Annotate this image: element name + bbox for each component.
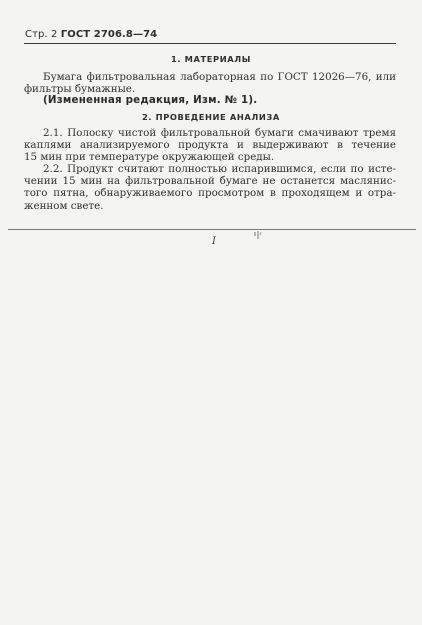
- clause-2-2-line-1: 2.2. Продукт считают полностью испарившимся, если по исте-: [43, 163, 396, 175]
- materials-line-2: фильтры бумажные.: [24, 83, 136, 96]
- header-rule: [24, 43, 396, 44]
- clause-2-2-line-4: женном свете.: [24, 199, 104, 212]
- amendment-note: (Измененная редакция, Изм. № 1).: [43, 94, 258, 106]
- materials-paragraph: [24, 71, 396, 95]
- section-title-analysis: 2. ПРОВЕДЕНИЕ АНАЛИЗА: [142, 112, 280, 122]
- clause-2-1-line-3: 15 мин при температуре окружающей среды.: [24, 151, 275, 164]
- clause-2-1-line-1: 2.1. Полоску чистой фильтровальной бумаги смачивают тремя: [43, 127, 396, 139]
- clause-2-1: [24, 127, 396, 164]
- scan-marks: [0, 222, 422, 252]
- scan-tick-mark: [260, 232, 261, 235]
- clause-2-2-line-2: чении 15 мин на фильтровальной бумаге не останется маслянис-: [24, 175, 396, 188]
- clause-2-2-line-3: того пятна, обнаруживаемого просмотром в проходящем и отра-: [24, 187, 396, 200]
- section-title-materials: 1. МАТЕРИАЛЫ: [171, 54, 251, 64]
- page-header: [25, 29, 157, 40]
- materials-line-1: Бумага фильтровальная лабораторная по ГОСТ 12026—76, или: [43, 71, 396, 83]
- clause-2-2: [24, 163, 396, 212]
- clause-2-1-line-2: каплями анализируемого продукта и выдерживают в течение: [24, 139, 396, 152]
- page-marker: I: [212, 236, 216, 247]
- page-number: Стр. 2: [25, 29, 58, 40]
- standard-number: ГОСТ 2706.8—74: [60, 29, 158, 40]
